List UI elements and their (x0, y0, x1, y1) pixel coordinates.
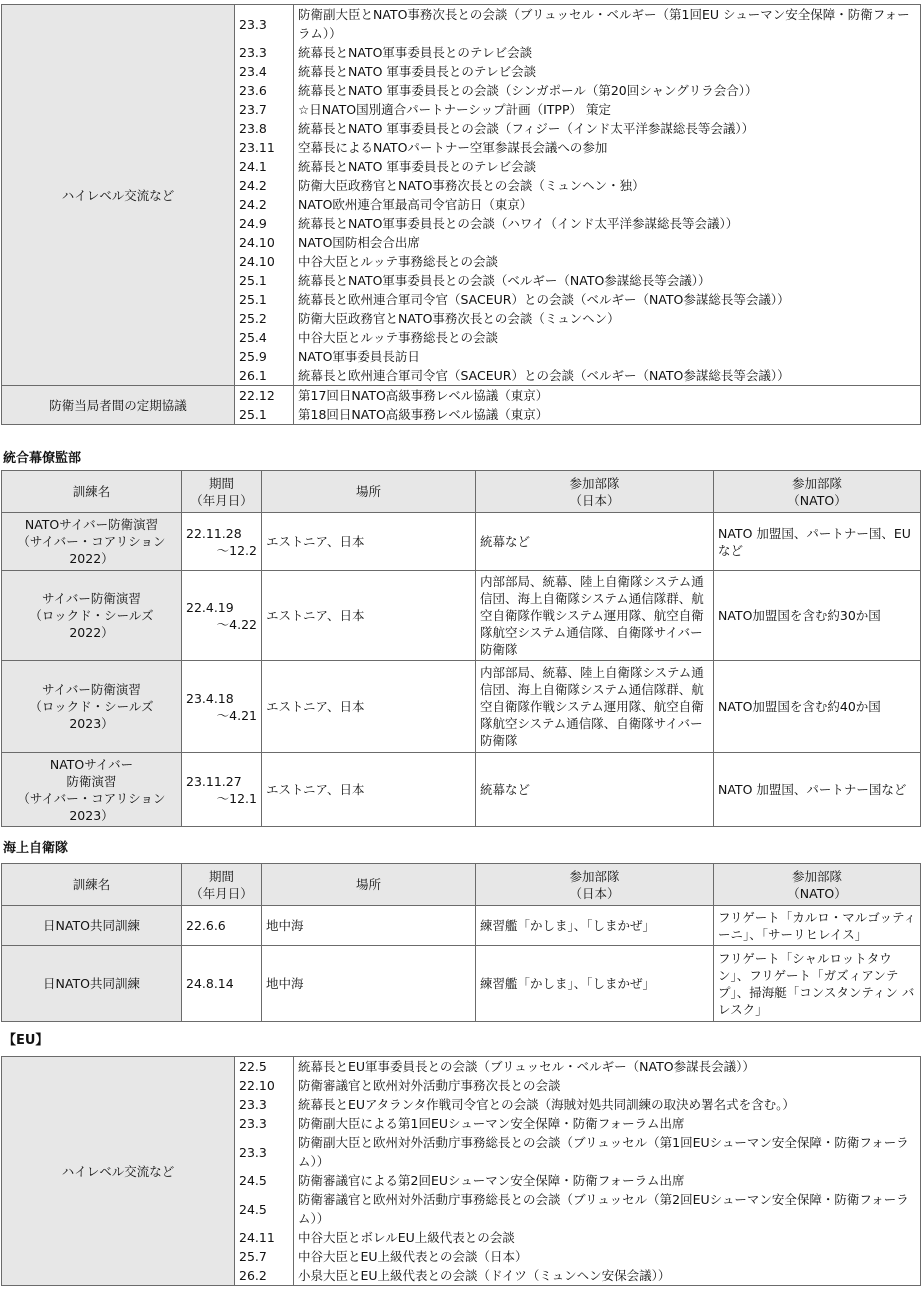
cell-line: サイバー防衛演習 (42, 591, 141, 606)
event-date: 23.3 (235, 5, 294, 44)
event-description: 中谷大臣とボレルEU上級代表との会談 (294, 1228, 921, 1247)
table-row (2, 753, 921, 827)
header-units-japan (476, 864, 714, 906)
exercise-name (2, 753, 182, 827)
event-date: 23.3 (235, 43, 294, 62)
units-japan: 統幕など (476, 513, 714, 571)
units-nato: NATO加盟国を含む約30か国 (714, 571, 921, 661)
header-units-japan-sub: （日本） (569, 492, 620, 508)
event-description: 小泉大臣とEU上級代表との会談（ドイツ（ミュンヘン安保会議）） (294, 1266, 921, 1286)
period-start: 22.4.19 (186, 599, 234, 615)
units-nato: フリゲート「シャルロットタウン」、フリゲート「ガズィアンテプ」、掃海艇「コンスタンティン バレスク」 (714, 946, 921, 1022)
exercise-period (182, 753, 262, 827)
nato-exchange-table (1, 4, 921, 425)
units-nato: NATO 加盟国、パートナー国など (714, 753, 921, 827)
event-date: 22.12 (235, 386, 294, 406)
event-description: 統幕長とEUアタランタ作戦司令官との会談（海賊対処共同訓練の取決め署名式を含む。） (294, 1095, 921, 1114)
period-end: ～12.1 (216, 790, 257, 806)
table-row (2, 513, 921, 571)
event-date: 25.1 (235, 405, 294, 425)
event-date: 25.2 (235, 309, 294, 328)
header-units-label: 参加部隊 (791, 868, 842, 884)
event-date: 25.4 (235, 328, 294, 347)
event-date: 24.9 (235, 214, 294, 233)
table-row (2, 5, 921, 44)
header-units-japan (476, 471, 714, 513)
cell-line: （サイバー・コアリション (17, 790, 166, 806)
eu-exchange-table (1, 1056, 921, 1286)
event-date: 26.2 (235, 1266, 294, 1286)
cell-line: （ロックド・シールズ (29, 608, 154, 623)
event-description: 空幕長によるNATOパートナー空軍参謀長会議への参加 (294, 138, 921, 157)
event-description: 統幕長とNATO軍事委員長とのテレビ会談 (294, 43, 921, 62)
cell-line: 防衛演習 (66, 773, 117, 789)
event-description: 防衛副大臣による第1回EUシューマン安全保障・防衛フォーラム出席 (294, 1114, 921, 1133)
header-units-label: 参加部隊 (569, 475, 620, 491)
section-title-navy: 海上自衛隊 (3, 841, 69, 856)
event-description: NATO軍事委員長訪日 (294, 347, 921, 366)
event-description: 統幕長とNATO軍事委員長との会談（ハワイ（インド太平洋参謀総長等会議）） (294, 214, 921, 233)
event-description: 統幕長と欧州連合軍司令官（SACEUR）との会談（ベルギー（NATO参謀総長等会議）） (294, 290, 921, 309)
event-description: 統幕長とNATO軍事委員長との会談（ベルギー（NATO参謀総長等会議）） (294, 271, 921, 290)
event-date: 25.1 (235, 271, 294, 290)
exercise-place: エストニア、日本 (262, 661, 476, 753)
period-start: 23.4.18 (186, 690, 234, 706)
event-description: 防衛審議官と欧州対外活動庁事務総長との会談（ブリュッセル（第2回EUシューマン安全保障・防衛フォーラム）） (294, 1190, 921, 1228)
exercise-period (182, 513, 262, 571)
event-date: 23.8 (235, 119, 294, 138)
category-label: ハイレベル交流など (2, 1057, 235, 1286)
period-start: 23.11.27 (186, 773, 242, 789)
event-description: 統幕長と欧州連合軍司令官（SACEUR）との会談（ベルギー（NATO参謀総長等会議）） (294, 366, 921, 386)
period-start: 22.11.28 (186, 525, 242, 541)
event-description: 防衛大臣政務官とNATO事務次長との会談（ミュンヘン・独） (294, 176, 921, 195)
exercise-place: エストニア、日本 (262, 513, 476, 571)
header-period (182, 864, 262, 906)
event-date: 24.1 (235, 157, 294, 176)
event-description: 統幕長とEU軍事委員長との会談（ブリュッセル・ベルギー（NATO参謀長会議）） (294, 1057, 921, 1077)
exercise-period (182, 571, 262, 661)
cell-line: 2022） (69, 551, 114, 566)
exercise-name: 日NATO共同訓練 (2, 946, 182, 1022)
section-title-joint-staff: 統合幕僚監部 (3, 451, 82, 466)
event-date: 24.2 (235, 195, 294, 214)
event-date: 23.11 (235, 138, 294, 157)
event-description: ☆日NATO国別適合パートナーシップ計画（ITPP） 策定 (294, 100, 921, 119)
header-units-nato-sub: （NATO） (787, 492, 847, 508)
event-date: 23.4 (235, 62, 294, 81)
joint-staff-exercise-table (1, 470, 921, 827)
event-date: 23.3 (235, 1095, 294, 1114)
header-units-nato (714, 864, 921, 906)
header-period (182, 471, 262, 513)
header-units-japan-sub: （日本） (569, 885, 620, 901)
units-nato: NATO 加盟国、パートナー国、EUなど (714, 513, 921, 571)
header-period-unit: （年月日） (190, 885, 253, 901)
exercise-name (2, 571, 182, 661)
event-date: 22.5 (235, 1057, 294, 1077)
exercise-place: エストニア、日本 (262, 571, 476, 661)
exercise-name: 日NATO共同訓練 (2, 906, 182, 946)
exercise-period: 24.8.14 (182, 946, 262, 1022)
event-description: 統幕長とNATO 軍事委員長とのテレビ会談 (294, 157, 921, 176)
cell-line: 2023） (69, 807, 114, 823)
event-date: 24.2 (235, 176, 294, 195)
exercise-name (2, 513, 182, 571)
event-date: 23.6 (235, 81, 294, 100)
exercise-name (2, 661, 182, 753)
event-description: 統幕長とNATO 軍事委員長とのテレビ会談 (294, 62, 921, 81)
event-description: NATO欧州連合軍最高司令官訪日（東京） (294, 195, 921, 214)
units-japan: 練習艦「かしま」、「しまかぜ」 (476, 946, 714, 1022)
cell-line: 2022） (69, 625, 114, 640)
event-description: 防衛審議官による第2回EUシューマン安全保障・防衛フォーラム出席 (294, 1171, 921, 1190)
table-row (2, 661, 921, 753)
table-row (2, 946, 921, 1022)
header-period-label: 期間 (208, 868, 234, 884)
navy-exercise-table (1, 863, 921, 1022)
units-japan: 内部部局、統幕、陸上自衛隊システム通信団、海上自衛隊システム通信隊群、航空自衛隊作戦システム運用隊、航空自衛隊航空システム通信隊、自衛隊サイバー防衛隊 (476, 571, 714, 661)
cell-line: （ロックド・シールズ (29, 699, 154, 714)
event-date: 24.11 (235, 1228, 294, 1247)
event-date: 23.3 (235, 1133, 294, 1171)
period-end: ～4.22 (216, 616, 257, 632)
event-date: 24.10 (235, 233, 294, 252)
event-description: 防衛大臣政務官とNATO事務次長との会談（ミュンヘン） (294, 309, 921, 328)
category-label: 防衛当局者間の定期協議 (2, 386, 235, 425)
event-date: 25.7 (235, 1247, 294, 1266)
table-row (2, 906, 921, 946)
header-place: 場所 (262, 864, 476, 906)
category-label: ハイレベル交流など (2, 5, 235, 386)
event-description: 防衛審議官と欧州対外活動庁事務次長との会談 (294, 1076, 921, 1095)
units-nato: フリゲート「カルロ・マルゴッティーニ」、「サーリヒレイス」 (714, 906, 921, 946)
header-units-nato (714, 471, 921, 513)
cell-line: NATOサイバー防衛演習 (24, 517, 159, 532)
table-row (2, 386, 921, 406)
event-date: 26.1 (235, 366, 294, 386)
exercise-place: 地中海 (262, 946, 476, 1022)
table-row (2, 1057, 921, 1077)
period-end: ～12.2 (216, 542, 257, 558)
cell-line: NATOサイバー (49, 756, 134, 772)
event-date: 24.10 (235, 252, 294, 271)
event-date: 23.3 (235, 1114, 294, 1133)
units-japan: 統幕など (476, 753, 714, 827)
header-units-label: 参加部隊 (791, 475, 842, 491)
header-exercise-name: 訓練名 (2, 471, 182, 513)
units-japan: 練習艦「かしま」、「しまかぜ」 (476, 906, 714, 946)
header-place: 場所 (262, 471, 476, 513)
event-date: 24.5 (235, 1171, 294, 1190)
event-description: 中谷大臣とEU上級代表との会談（日本） (294, 1247, 921, 1266)
cell-line: サイバー防衛演習 (42, 682, 141, 697)
period-end: ～4.21 (216, 707, 257, 723)
table-row (2, 571, 921, 661)
cell-line: （サイバー・コアリション (17, 534, 166, 549)
section-title-eu: 【EU】 (3, 1033, 49, 1048)
event-description: 統幕長とNATO 軍事委員長との会談（シンガポール（第20回シャングリラ会合）） (294, 81, 921, 100)
header-units-nato-sub: （NATO） (787, 885, 847, 901)
event-description: NATO国防相会合出席 (294, 233, 921, 252)
header-period-label: 期間 (208, 475, 234, 491)
event-date: 25.9 (235, 347, 294, 366)
header-exercise-name: 訓練名 (2, 864, 182, 906)
exercise-period: 22.6.6 (182, 906, 262, 946)
event-description: 中谷大臣とルッテ事務総長との会談 (294, 328, 921, 347)
header-units-label: 参加部隊 (569, 868, 620, 884)
event-date: 23.7 (235, 100, 294, 119)
event-description: 防衛副大臣と欧州対外活動庁事務総長との会談（ブリュッセル（第1回EUシューマン安全保障・防衛フォーラム）） (294, 1133, 921, 1171)
event-description: 統幕長とNATO 軍事委員長との会談（フィジー（インド太平洋参謀総長等会議）） (294, 119, 921, 138)
event-date: 24.5 (235, 1190, 294, 1228)
event-description: 防衛副大臣とNATO事務次長との会談（ブリュッセル・ベルギー（第1回EU シューマン安全保障・防衛フォーラム）） (294, 5, 921, 44)
units-nato: NATO加盟国を含む約40か国 (714, 661, 921, 753)
exercise-period (182, 661, 262, 753)
event-description: 中谷大臣とルッテ事務総長との会談 (294, 252, 921, 271)
exercise-place: エストニア、日本 (262, 753, 476, 827)
cell-line: 2023） (69, 716, 114, 731)
header-period-unit: （年月日） (190, 492, 253, 508)
event-description: 第18回日NATO高級事務レベル協議（東京） (294, 405, 921, 425)
units-japan: 内部部局、統幕、陸上自衛隊システム通信団、海上自衛隊システム通信隊群、航空自衛隊作戦システム運用隊、航空自衛隊航空システム通信隊、自衛隊サイバー防衛隊 (476, 661, 714, 753)
event-description: 第17回日NATO高級事務レベル協議（東京） (294, 386, 921, 406)
event-date: 22.10 (235, 1076, 294, 1095)
exercise-place: 地中海 (262, 906, 476, 946)
event-date: 25.1 (235, 290, 294, 309)
